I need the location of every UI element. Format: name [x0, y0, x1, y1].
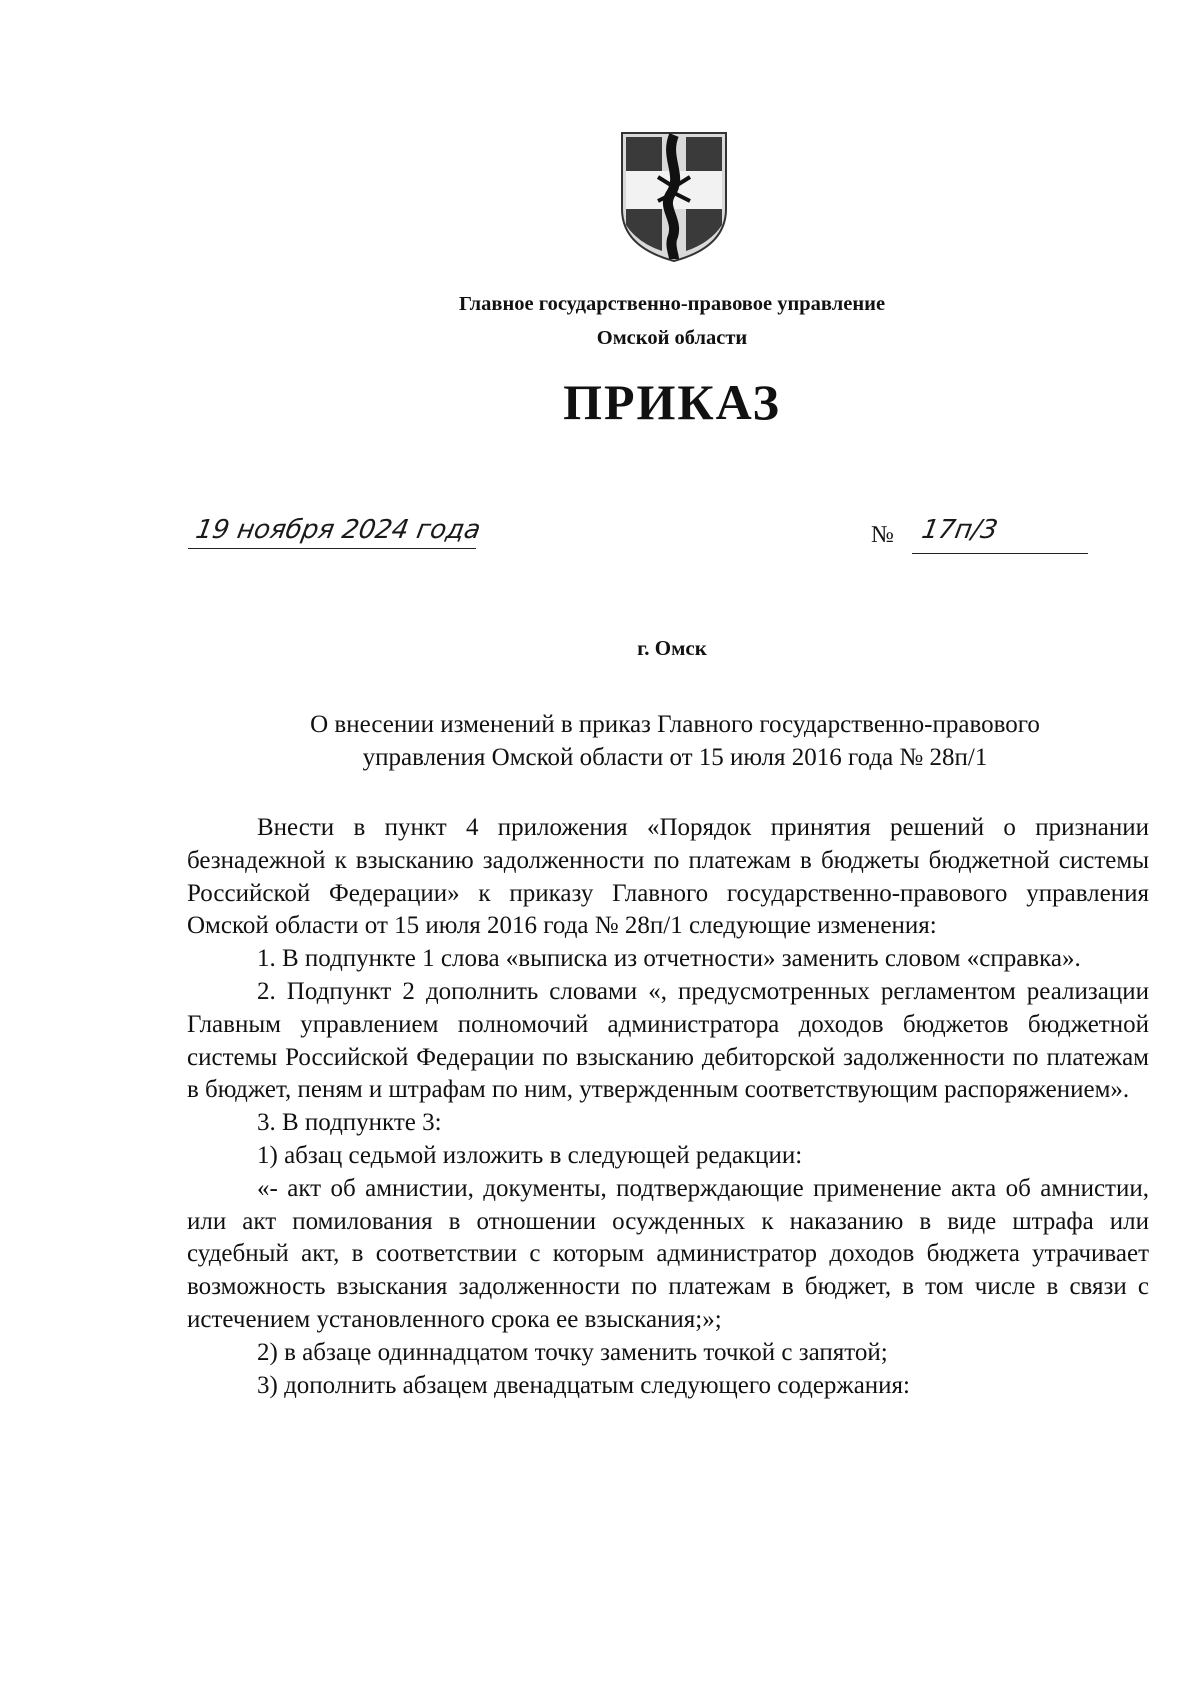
document-subject [250, 708, 1100, 774]
paragraph-item-3-3: 3) дополнить абзацем двенадцатым следующего содержания: [257, 1371, 911, 1399]
paragraph-item-1: 1. В подпункте 1 слова «выписка из отчетности» заменить словом «справка». [257, 945, 1081, 973]
number-label: № [871, 522, 894, 548]
handwritten-number: 17п/3 [919, 515, 1001, 545]
document-date [193, 515, 483, 545]
paragraph-item-2: 2. Подпункт 2 дополнить словами «, предусмотренных регламентом реализации Главным управлением полномочий администратора доходов бюджетов бюджетной системы Российской Федерации по взысканию дебиторской задолженности по платежам в бюджет, пеням и штрафам по ним, утвержденным соответствующим распоряжением». [187, 977, 1149, 1104]
paragraph-item-3-1: 1) абзац седьмой изложить в следующей редакции: [257, 1141, 803, 1169]
organization-region: Омской области [596, 327, 748, 349]
omsk-coat-of-arms-icon [618, 129, 730, 265]
paragraph-intro: Внести в пункт 4 приложения «Порядок принятия решений о признании безнадежной к взысканию задолженности по платежам в бюджеты бюджетной системы Российской Федерации» к приказу Главного государственно-правового управления Омской области от 15 июля 2016 года № 28п/1 следующие изменения: [187, 814, 1149, 940]
document-body [187, 812, 1149, 1402]
organization-name: Главное государственно-правовое управление [458, 293, 886, 315]
city: г. Омск [637, 636, 707, 660]
paragraph-item-3-1-text: «- акт об амнистии, документы, подтверждающие применение акта об амнистии, или акт помилования в отношении осужденных к наказанию в виде штрафа или судебный акт, в соответствии с которым администратор доходов бюджета утрачивает возможность взыскания задолженности по платежам в бюджет, в том числе в связи с истечением установленного срока ее взыскания;»; [187, 1174, 1149, 1333]
number-underline [912, 553, 1088, 554]
subject-line: О внесении изменений в приказ Главного государственно-правового [310, 711, 1040, 738]
date-underline [188, 548, 476, 549]
document-title: ПРИКАЗ [563, 374, 781, 430]
paragraph-item-3-2: 2) в абзаце одиннадцатом точку заменить точкой с запятой; [257, 1338, 888, 1366]
paragraph-item-3: 3. В подпункте 3: [257, 1109, 442, 1137]
subject-line: управления Омской области от 15 июля 2016 года № 28п/1 [362, 744, 988, 771]
document-number [919, 515, 1001, 545]
handwritten-date: 19 ноября 2024 года [193, 515, 483, 545]
